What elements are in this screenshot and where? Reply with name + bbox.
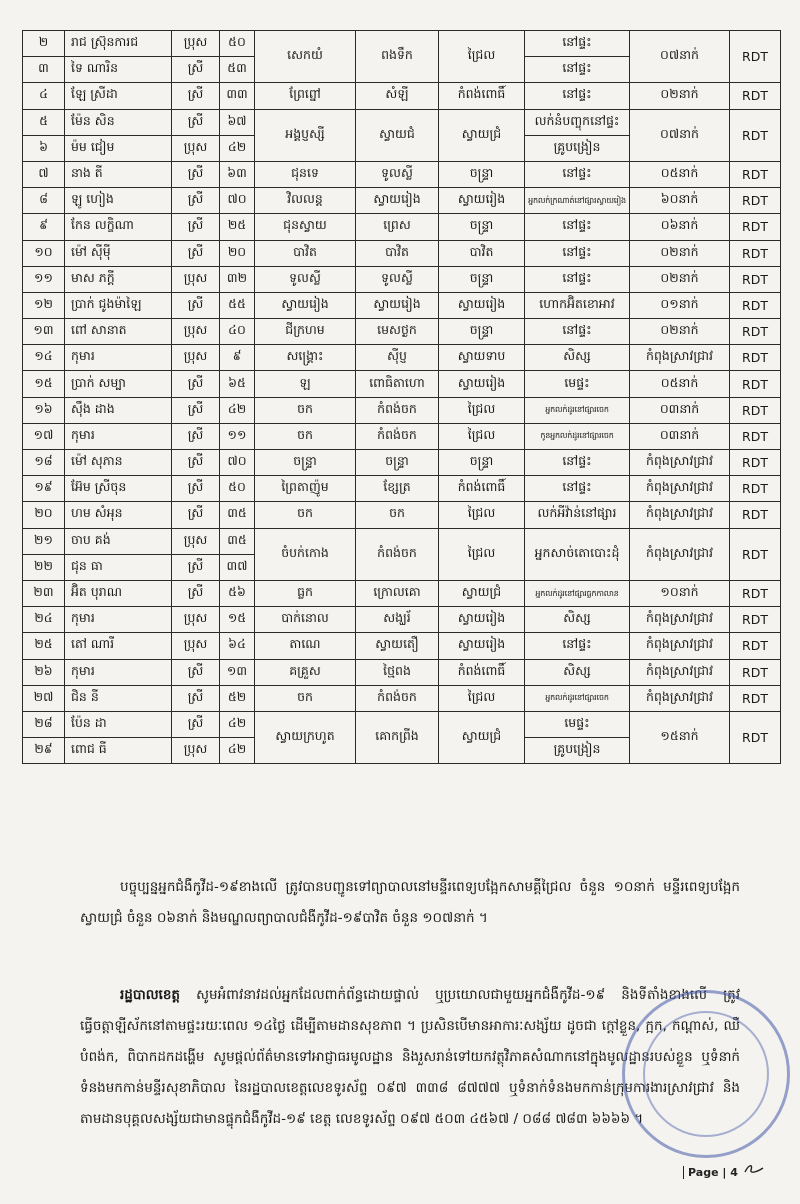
district-cell: ជ្រៃល bbox=[439, 397, 525, 423]
patient-sex: ប្រុស bbox=[172, 31, 220, 57]
commune-cell: ព្រេស bbox=[356, 214, 439, 240]
district-cell: ចន្រ្ទា bbox=[439, 266, 525, 292]
test-type-cell: RDT bbox=[730, 83, 781, 109]
patient-name: ពោជ ធី bbox=[65, 738, 172, 764]
commune-cell: ក្រោលគោ bbox=[356, 580, 439, 606]
table-row bbox=[23, 450, 781, 476]
row-number: ៤ bbox=[23, 83, 65, 109]
treatment-summary-paragraph bbox=[80, 872, 740, 934]
occupation-cell: នៅផ្ទះ bbox=[525, 319, 630, 345]
patient-age: ៥០ bbox=[220, 476, 255, 502]
case-table bbox=[22, 30, 781, 764]
patient-age: ៤០ bbox=[220, 319, 255, 345]
commune-cell: កំពង់ចក bbox=[356, 397, 439, 423]
page-footer: Page | 4 bbox=[683, 1166, 738, 1179]
occupation-cell: សិស្ស bbox=[525, 607, 630, 633]
patient-sex: ប្រុស bbox=[172, 319, 220, 345]
district-cell: កំពង់ពោធិ៍ bbox=[439, 659, 525, 685]
patient-sex: ស្រី bbox=[172, 109, 220, 135]
test-type-cell: RDT bbox=[730, 397, 781, 423]
patient-age: ៤២ bbox=[220, 738, 255, 764]
village-cell: ជីក្រហម bbox=[255, 319, 356, 345]
commune-cell: ខ្សែត្រ bbox=[356, 476, 439, 502]
row-number: ២០ bbox=[23, 502, 65, 528]
test-type-cell: RDT bbox=[730, 292, 781, 318]
village-cell: ចក bbox=[255, 423, 356, 449]
test-type-cell: RDT bbox=[730, 711, 781, 763]
commune-cell: ស្វាយតឿ bbox=[356, 633, 439, 659]
patient-name: ម៉ែន សិន bbox=[65, 109, 172, 135]
table-row bbox=[23, 502, 781, 528]
patient-age: ៤២ bbox=[220, 397, 255, 423]
row-number: ១៨ bbox=[23, 450, 65, 476]
row-number: ១៧ bbox=[23, 423, 65, 449]
page-label: Page bbox=[688, 1166, 719, 1179]
village-cell: ស្វាយក្រហូត bbox=[255, 711, 356, 763]
patient-age: ១១ bbox=[220, 423, 255, 449]
patient-sex: ស្រី bbox=[172, 292, 220, 318]
test-type-cell: RDT bbox=[730, 476, 781, 502]
district-cell: ស្វាយរៀង bbox=[439, 292, 525, 318]
patient-age: ៦៣ bbox=[220, 161, 255, 187]
row-number: ៦ bbox=[23, 135, 65, 161]
occupation-cell: នៅផ្ទះ bbox=[525, 266, 630, 292]
patient-age: ៩ bbox=[220, 345, 255, 371]
district-cell: ចន្រ្ទា bbox=[439, 319, 525, 345]
patient-sex: ស្រី bbox=[172, 554, 220, 580]
contacts-cell: កំពុងស្រាវជ្រាវ bbox=[630, 345, 730, 371]
patient-sex: ស្រី bbox=[172, 214, 220, 240]
patient-sex: ស្រី bbox=[172, 423, 220, 449]
test-type-cell: RDT bbox=[730, 188, 781, 214]
patient-sex: ស្រី bbox=[172, 711, 220, 737]
contacts-cell: ០៧នាក់ bbox=[630, 31, 730, 83]
village-cell: ជុនទេ bbox=[255, 161, 356, 187]
occupation-cell: កូនអ្នកលក់ដូរនៅផ្សារចេក bbox=[525, 423, 630, 449]
occupation-cell: សិស្ស bbox=[525, 659, 630, 685]
district-cell: ស្វាយរៀង bbox=[439, 607, 525, 633]
patient-age: ៥៦ bbox=[220, 580, 255, 606]
village-cell: ស្វាយរៀង bbox=[255, 292, 356, 318]
contacts-cell: ១៥នាក់ bbox=[630, 711, 730, 763]
patient-age: ៤២ bbox=[220, 135, 255, 161]
village-cell: ចក bbox=[255, 502, 356, 528]
test-type-cell: RDT bbox=[730, 161, 781, 187]
village-cell: ព្រែព្នៅ bbox=[255, 83, 356, 109]
row-number: ២៥ bbox=[23, 633, 65, 659]
patient-age: ៣៣ bbox=[220, 83, 255, 109]
row-number: ៥ bbox=[23, 109, 65, 135]
district-cell: កំពង់ពោធិ៍ bbox=[439, 83, 525, 109]
patient-sex: ប្រុស bbox=[172, 607, 220, 633]
row-number: ១៦ bbox=[23, 397, 65, 423]
patient-age: ៦៤ bbox=[220, 633, 255, 659]
district-cell: បាវិត bbox=[439, 240, 525, 266]
commune-cell: មេសថ្ងក bbox=[356, 319, 439, 345]
test-type-cell: RDT bbox=[730, 371, 781, 397]
patient-age: ២០ bbox=[220, 240, 255, 266]
patient-sex: ស្រី bbox=[172, 502, 220, 528]
table-row bbox=[23, 266, 781, 292]
village-cell: ចក bbox=[255, 685, 356, 711]
occupation-cell: មេផ្ទះ bbox=[525, 371, 630, 397]
patient-age: ១៥ bbox=[220, 607, 255, 633]
patient-sex: ប្រុស bbox=[172, 528, 220, 554]
patient-sex: ស្រី bbox=[172, 397, 220, 423]
table-row bbox=[23, 685, 781, 711]
patient-sex: ប្រុស bbox=[172, 345, 220, 371]
test-type-cell: RDT bbox=[730, 685, 781, 711]
row-number: ២៨ bbox=[23, 711, 65, 737]
commune-cell: កំពង់ចក bbox=[356, 423, 439, 449]
occupation-cell: លក់អីវ៉ាន់នៅផ្សារ bbox=[525, 502, 630, 528]
occupation-cell: នៅផ្ទះ bbox=[525, 31, 630, 57]
patient-sex: ស្រី bbox=[172, 371, 220, 397]
test-type-cell: RDT bbox=[730, 450, 781, 476]
patient-sex: ស្រី bbox=[172, 580, 220, 606]
occupation-cell: អ្នកលក់ដូរនៅផ្សារចេក bbox=[525, 685, 630, 711]
patient-age: ៤២ bbox=[220, 711, 255, 737]
patient-name: ពៅ សានាត bbox=[65, 319, 172, 345]
commune-cell: ពោធិតាហោ bbox=[356, 371, 439, 397]
contacts-cell: ០១នាក់ bbox=[630, 292, 730, 318]
patient-name: អ៊ែម ស្រីចុន bbox=[65, 476, 172, 502]
district-cell: ស្វាយជ្រំ bbox=[439, 711, 525, 763]
commune-cell: ចន្រ្ទា bbox=[356, 450, 439, 476]
table-row bbox=[23, 423, 781, 449]
contacts-cell: ៦០នាក់ bbox=[630, 188, 730, 214]
patient-sex: ស្រី bbox=[172, 83, 220, 109]
contacts-cell: កំពុងស្រាវជ្រាវ bbox=[630, 633, 730, 659]
row-number: ១៣ bbox=[23, 319, 65, 345]
patient-age: ៦៥ bbox=[220, 371, 255, 397]
district-cell: ចន្រ្ទា bbox=[439, 214, 525, 240]
occupation-cell: អ្នកសាច់តោបោះដុំ bbox=[525, 528, 630, 580]
test-type-cell: RDT bbox=[730, 240, 781, 266]
patient-sex: ស្រី bbox=[172, 685, 220, 711]
district-cell: ស្វាយជ្រំ bbox=[439, 109, 525, 161]
table-row bbox=[23, 161, 781, 187]
patient-sex: ស្រី bbox=[172, 240, 220, 266]
patient-name: ម៉ម ជៀម bbox=[65, 135, 172, 161]
patient-name: ស៊ឹង ដាង bbox=[65, 397, 172, 423]
contacts-cell: ០២នាក់ bbox=[630, 240, 730, 266]
patient-name: ប្រាក់ ជូងម៉ាឡៃ bbox=[65, 292, 172, 318]
occupation-cell: អ្នកលក់ដូរនៅផ្សារចេក bbox=[525, 397, 630, 423]
occupation-cell: នៅផ្ទះ bbox=[525, 450, 630, 476]
patient-sex: ស្រី bbox=[172, 450, 220, 476]
test-type-cell: RDT bbox=[730, 528, 781, 580]
row-number: ៧ bbox=[23, 161, 65, 187]
row-number: ៨ bbox=[23, 188, 65, 214]
patient-name: កុមារ bbox=[65, 423, 172, 449]
test-type-cell: RDT bbox=[730, 607, 781, 633]
row-number: ២៦ bbox=[23, 659, 65, 685]
row-number: ១០ bbox=[23, 240, 65, 266]
patient-name: កុមារ bbox=[65, 345, 172, 371]
patient-age: ១៣ bbox=[220, 659, 255, 685]
test-type-cell: RDT bbox=[730, 31, 781, 83]
village-cell: គគ្រួស bbox=[255, 659, 356, 685]
test-type-cell: RDT bbox=[730, 423, 781, 449]
test-type-cell: RDT bbox=[730, 502, 781, 528]
commune-cell: ស៊ីប្ញ bbox=[356, 345, 439, 371]
patient-age: ៣៥ bbox=[220, 528, 255, 554]
table-row bbox=[23, 188, 781, 214]
table-row bbox=[23, 31, 781, 57]
district-cell: ស្វាយទាប bbox=[439, 345, 525, 371]
occupation-cell: នៅផ្ទះ bbox=[525, 161, 630, 187]
contacts-cell: ១០នាក់ bbox=[630, 580, 730, 606]
village-cell: បាក់នោល bbox=[255, 607, 356, 633]
commune-cell: ទូលស្លី bbox=[356, 161, 439, 187]
patient-sex: ប្រុស bbox=[172, 738, 220, 764]
patient-age: ៦៧ bbox=[220, 109, 255, 135]
row-number: ២៧ bbox=[23, 685, 65, 711]
row-number: ១៤ bbox=[23, 345, 65, 371]
table-row bbox=[23, 109, 781, 135]
village-cell: ធ្លក bbox=[255, 580, 356, 606]
district-cell: ជ្រៃល bbox=[439, 423, 525, 449]
district-cell: ជ្រៃល bbox=[439, 528, 525, 580]
contacts-cell: កំពុងស្រាវជ្រាវ bbox=[630, 502, 730, 528]
contacts-cell: កំពុងស្រាវជ្រាវ bbox=[630, 659, 730, 685]
occupation-cell: អ្នកលក់ក្រណាត់នៅផ្សារស្វាយរៀង bbox=[525, 188, 630, 214]
test-type-cell: RDT bbox=[730, 580, 781, 606]
village-cell: អង្គប្ញស្សី bbox=[255, 109, 356, 161]
patient-name: កុមារ bbox=[65, 607, 172, 633]
occupation-cell: នៅផ្ទះ bbox=[525, 57, 630, 83]
contacts-cell: កំពុងស្រាវជ្រាវ bbox=[630, 685, 730, 711]
commune-cell: សង្ឃរ័ bbox=[356, 607, 439, 633]
page-number: 4 bbox=[730, 1166, 738, 1179]
patient-age: ៥០ bbox=[220, 31, 255, 57]
test-type-cell: RDT bbox=[730, 266, 781, 292]
commune-cell: គោកព្រីង bbox=[356, 711, 439, 763]
row-number: ១២ bbox=[23, 292, 65, 318]
patient-sex: ស្រី bbox=[172, 161, 220, 187]
occupation-cell: ហោកអ៊ិតខោអាវ bbox=[525, 292, 630, 318]
row-number: ៩ bbox=[23, 214, 65, 240]
district-cell: ជ្រៃល bbox=[439, 685, 525, 711]
commune-cell: ចក bbox=[356, 502, 439, 528]
patient-sex: ប្រុស bbox=[172, 135, 220, 161]
patient-sex: ស្រី bbox=[172, 476, 220, 502]
commune-cell: ស្វាយរៀង bbox=[356, 292, 439, 318]
village-cell: ឡ bbox=[255, 371, 356, 397]
row-number: ១៩ bbox=[23, 476, 65, 502]
patient-name: ឡូ ហៀង bbox=[65, 188, 172, 214]
contacts-cell: ០៣នាក់ bbox=[630, 397, 730, 423]
table-row bbox=[23, 240, 781, 266]
village-cell: ចំបក់កោង bbox=[255, 528, 356, 580]
patient-age: ៣២ bbox=[220, 266, 255, 292]
village-cell: ចន្រ្ទា bbox=[255, 450, 356, 476]
table-row bbox=[23, 214, 781, 240]
patient-age: ៧០ bbox=[220, 188, 255, 214]
occupation-cell: គ្រូបង្រៀន bbox=[525, 135, 630, 161]
village-cell: ជុនស្វាយ bbox=[255, 214, 356, 240]
patient-name: ឡែ ស្រីដា bbox=[65, 83, 172, 109]
signature-mark bbox=[743, 1162, 765, 1176]
patient-name: ចាប គង់ bbox=[65, 528, 172, 554]
row-number: ១១ bbox=[23, 266, 65, 292]
patient-name: ជិន នី bbox=[65, 685, 172, 711]
table-row bbox=[23, 476, 781, 502]
patient-sex: ប្រុស bbox=[172, 633, 220, 659]
row-number: ២៤ bbox=[23, 607, 65, 633]
occupation-cell: គ្រូបង្រៀន bbox=[525, 738, 630, 764]
district-cell: ចន្រ្ទា bbox=[439, 161, 525, 187]
table-row bbox=[23, 580, 781, 606]
patient-sex: ប្រុស bbox=[172, 266, 220, 292]
contacts-cell: ០៥នាក់ bbox=[630, 161, 730, 187]
row-number: ២២ bbox=[23, 554, 65, 580]
official-seal-stamp bbox=[622, 990, 790, 1158]
village-cell: បាវិត bbox=[255, 240, 356, 266]
patient-name: ម៉ៅ សុភាន bbox=[65, 450, 172, 476]
village-cell: សង្រ្គោះ bbox=[255, 345, 356, 371]
commune-cell: កំពង់ចក bbox=[356, 528, 439, 580]
village-cell: វិលលន្ត bbox=[255, 188, 356, 214]
paragraph-text: សូមអំពាវនាវដល់អ្នកដែលពាក់ព័ន្ធដោយផ្ទាល់ ឬប្រយោលជាមួយអ្នកជំងឺកូវីដ-១៩ និងទីតាំងខាងលើ ត្រូវធ្វើចត្តាឡីស័កនៅតាមផ្ទះរយៈពេល ១៤ថ្ងៃ ដើម្បីតាមដានសុខភាព ។ ប្រសិនបើមានអាការៈសង្ស័យ ដូចជា ក្តៅខ្លួន, ក្អក, កណ្តាស់, ឈឺបំពង់ក, ពិបាកដកដង្ហើម សូមផ្តល់ព័ត៌មានទៅអាជ្ញាធរមូលដ្ឋាន និងរួសរាន់ទៅយកវត្ថុវិភាគសំណាកនៅក្នុងមូលដ្ឋានរបស់ខ្លួន ឬទំនាក់ទំនងមកកាន់មន្ទីរសុខាភិបាល នៃរដ្ឋបាលខេត្តលេខទូរស័ព្ទ ០៩៧ ៣៣៨ ៨៧៧៧ ឬទំនាក់ទំនងមកកាន់ក្រុមការងារស្រាវជ្រាវ និងតាមដានបុគ្គលសង្ស័យជាមានផ្ទុកជំងឺកូវីដ-១៩ ខេត្ត លេខទូរស័ព្ទ ០៩៧ ៥០៣ ៤៥៦៧ / ០៨៨ ៧៨៣ ៦៦៦៦ ។ bbox=[80, 987, 740, 1127]
village-cell: ទូលស្លី bbox=[255, 266, 356, 292]
contacts-cell: ០៦នាក់ bbox=[630, 214, 730, 240]
village-cell: ចក bbox=[255, 397, 356, 423]
occupation-cell: នៅផ្ទះ bbox=[525, 240, 630, 266]
patient-name: ប៉ែន ដា bbox=[65, 711, 172, 737]
district-cell: ស្វាយជ្រំ bbox=[439, 580, 525, 606]
contacts-cell: កំពុងស្រាវជ្រាវ bbox=[630, 450, 730, 476]
table-row bbox=[23, 711, 781, 737]
contacts-cell: កំពុងស្រាវជ្រាវ bbox=[630, 607, 730, 633]
village-cell: តាណេ bbox=[255, 633, 356, 659]
contacts-cell: ០២នាក់ bbox=[630, 266, 730, 292]
row-number: ១៥ bbox=[23, 371, 65, 397]
occupation-cell: នៅផ្ទះ bbox=[525, 83, 630, 109]
district-cell: ស្វាយរៀង bbox=[439, 371, 525, 397]
row-number: ២១ bbox=[23, 528, 65, 554]
row-number: ២៩ bbox=[23, 738, 65, 764]
commune-cell: សំឡី bbox=[356, 83, 439, 109]
test-type-cell: RDT bbox=[730, 633, 781, 659]
table-row bbox=[23, 528, 781, 554]
district-cell: កំពង់ពោធិ៍ bbox=[439, 476, 525, 502]
row-number: ២៣ bbox=[23, 580, 65, 606]
village-cell: ព្រៃតាញ៉ូម bbox=[255, 476, 356, 502]
row-number: ៣ bbox=[23, 57, 65, 83]
contacts-cell: ០២នាក់ bbox=[630, 83, 730, 109]
occupation-cell: សិស្ស bbox=[525, 345, 630, 371]
commune-cell: ស្វាយជំ bbox=[356, 109, 439, 161]
patient-age: ៣៥ bbox=[220, 502, 255, 528]
commune-cell: ពងទឹក bbox=[356, 31, 439, 83]
test-type-cell: RDT bbox=[730, 345, 781, 371]
patient-name: អ៊ិត បុរាណ bbox=[65, 580, 172, 606]
patient-age: ៧០ bbox=[220, 450, 255, 476]
commune-cell: ថ្មៃពង bbox=[356, 659, 439, 685]
district-cell: ចន្រ្ទា bbox=[439, 450, 525, 476]
contacts-cell: កំពុងស្រាវជ្រាវ bbox=[630, 528, 730, 580]
occupation-cell: អ្នកលក់ដូរនៅផ្សារធ្លកកាលាន bbox=[525, 580, 630, 606]
table-row bbox=[23, 397, 781, 423]
occupation-cell: មេផ្ទះ bbox=[525, 711, 630, 737]
contacts-cell: ០២នាក់ bbox=[630, 319, 730, 345]
patient-name: នាង តី bbox=[65, 161, 172, 187]
test-type-cell: RDT bbox=[730, 109, 781, 161]
patient-sex: ស្រី bbox=[172, 57, 220, 83]
district-cell: ជ្រៃល bbox=[439, 31, 525, 83]
patient-name: ទៃ ណារិន bbox=[65, 57, 172, 83]
commune-cell: បាវិត bbox=[356, 240, 439, 266]
test-type-cell: RDT bbox=[730, 659, 781, 685]
paragraph-text: បច្ចុប្បន្នអ្នកជំងឺកូវីដ-១៩ខាងលើ ត្រូវបានបញ្ជូនទៅព្យាបាលនៅមន្ទីរពេទ្យបង្អែកសាមគ្គីជ្រៃល ចំនួន ១០នាក់ មន្ទីរពេទ្យបង្អែកស្វាយជ្រំ ចំនួន ០៦នាក់ និងមណ្ឌលព្យាបាលជំងឺកូវីដ-១៩បាវិត ចំនួន ១០៧នាក់ ។ bbox=[80, 879, 740, 926]
occupation-cell: នៅផ្ទះ bbox=[525, 476, 630, 502]
patient-name: កែន លក្ខិណា bbox=[65, 214, 172, 240]
patient-sex: ស្រី bbox=[172, 188, 220, 214]
contacts-cell: ០៧នាក់ bbox=[630, 109, 730, 161]
village-cell: សេកយំ bbox=[255, 31, 356, 83]
patient-name: ហម សំអុន bbox=[65, 502, 172, 528]
patient-age: ២៥ bbox=[220, 214, 255, 240]
patient-age: ៥៥ bbox=[220, 292, 255, 318]
test-type-cell: RDT bbox=[730, 319, 781, 345]
table-row bbox=[23, 633, 781, 659]
commune-cell: ទូលស្លី bbox=[356, 266, 439, 292]
contacts-cell: ០៥នាក់ bbox=[630, 371, 730, 397]
district-cell: ស្វាយរៀង bbox=[439, 633, 525, 659]
row-number: ២ bbox=[23, 31, 65, 57]
test-type-cell: RDT bbox=[730, 214, 781, 240]
table-row bbox=[23, 659, 781, 685]
occupation-cell: នៅផ្ទះ bbox=[525, 214, 630, 240]
patient-name: កុមារ bbox=[65, 659, 172, 685]
patient-age: ៥២ bbox=[220, 685, 255, 711]
table-row bbox=[23, 83, 781, 109]
occupation-cell: នៅផ្ទះ bbox=[525, 633, 630, 659]
patient-name: ជុន ធា bbox=[65, 554, 172, 580]
patient-name: តៅ ណារី bbox=[65, 633, 172, 659]
table-row bbox=[23, 319, 781, 345]
patient-name: ប្រាក់ សម្បា bbox=[65, 371, 172, 397]
district-cell: ស្វាយរៀង bbox=[439, 188, 525, 214]
paragraph-lead: រដ្ឋបាលខេត្ត bbox=[120, 987, 180, 1003]
commune-cell: កំពង់ចក bbox=[356, 685, 439, 711]
commune-cell: ស្វាយរៀង bbox=[356, 188, 439, 214]
patient-name: ម៉ៅ ស៊ីម៉ី bbox=[65, 240, 172, 266]
patient-age: ៣៧ bbox=[220, 554, 255, 580]
table-row bbox=[23, 345, 781, 371]
patient-sex: ស្រី bbox=[172, 659, 220, 685]
occupation-cell: លក់នំបញ្ចុកនៅផ្ទះ bbox=[525, 109, 630, 135]
patient-age: ៥៣ bbox=[220, 57, 255, 83]
patient-name: មាស ភក្តី bbox=[65, 266, 172, 292]
patient-name: រាជ ស្រ៊ុនការជ bbox=[65, 31, 172, 57]
table-row bbox=[23, 607, 781, 633]
district-cell: ជ្រៃល bbox=[439, 502, 525, 528]
table-row bbox=[23, 292, 781, 318]
contacts-cell: កំពុងស្រាវជ្រាវ bbox=[630, 476, 730, 502]
table-row bbox=[23, 371, 781, 397]
contacts-cell: ០៣នាក់ bbox=[630, 423, 730, 449]
